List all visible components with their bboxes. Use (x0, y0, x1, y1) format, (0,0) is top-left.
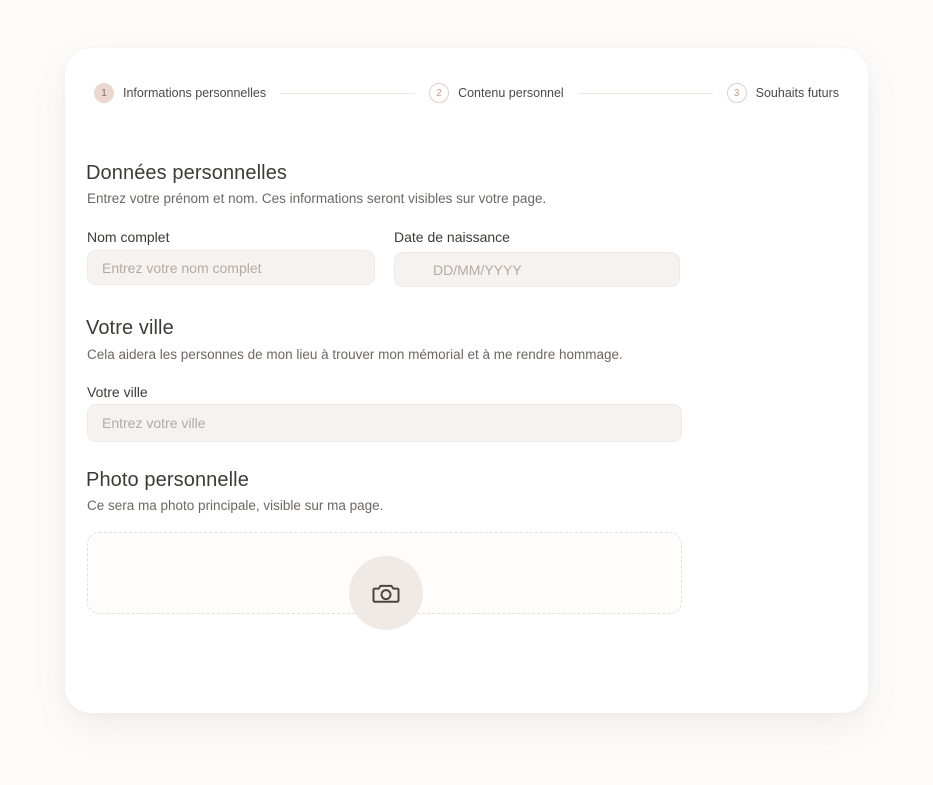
personal-data-title: Données personnelles (86, 162, 288, 184)
full-name-input[interactable] (87, 250, 375, 285)
city-input[interactable] (87, 404, 682, 442)
personal-data-subtitle: Entrez votre prénom et nom. Ces informations seront visibles sur votre page. (87, 191, 547, 206)
stepper-step-2[interactable] (429, 83, 564, 103)
birth-date-input[interactable] (394, 252, 680, 287)
stepper-step-1-badge: 1 (94, 83, 114, 103)
city-section-subtitle: Cela aidera les personnes de mon lieu à trouver mon mémorial et à me rendre hommage. (87, 347, 623, 362)
form-card (65, 48, 868, 713)
stepper-step-1[interactable] (94, 83, 266, 103)
city-section-title: Votre ville (86, 317, 174, 339)
stepper-connector-1 (280, 93, 415, 94)
birth-date-label: Date de naissance (394, 229, 510, 245)
stepper-step-2-badge: 2 (429, 83, 449, 103)
stepper-step-1-label: Informations personnelles (123, 86, 267, 100)
stepper-step-3-badge: 3 (727, 83, 747, 103)
stepper-step-3-label: Souhaits futurs (755, 86, 840, 100)
stepper-connector-2 (578, 93, 713, 94)
photo-avatar-placeholder[interactable] (349, 556, 423, 630)
stepper (94, 81, 839, 105)
stepper-step-3[interactable] (727, 83, 839, 103)
full-name-label: Nom complet (87, 229, 170, 245)
photo-section-title: Photo personnelle (86, 469, 249, 491)
photo-dropzone[interactable] (87, 532, 682, 614)
city-label: Votre ville (87, 384, 148, 400)
photo-section-subtitle: Ce sera ma photo principale, visible sur ma page. (87, 498, 384, 513)
stepper-step-2-label: Contenu personnel (458, 86, 564, 100)
